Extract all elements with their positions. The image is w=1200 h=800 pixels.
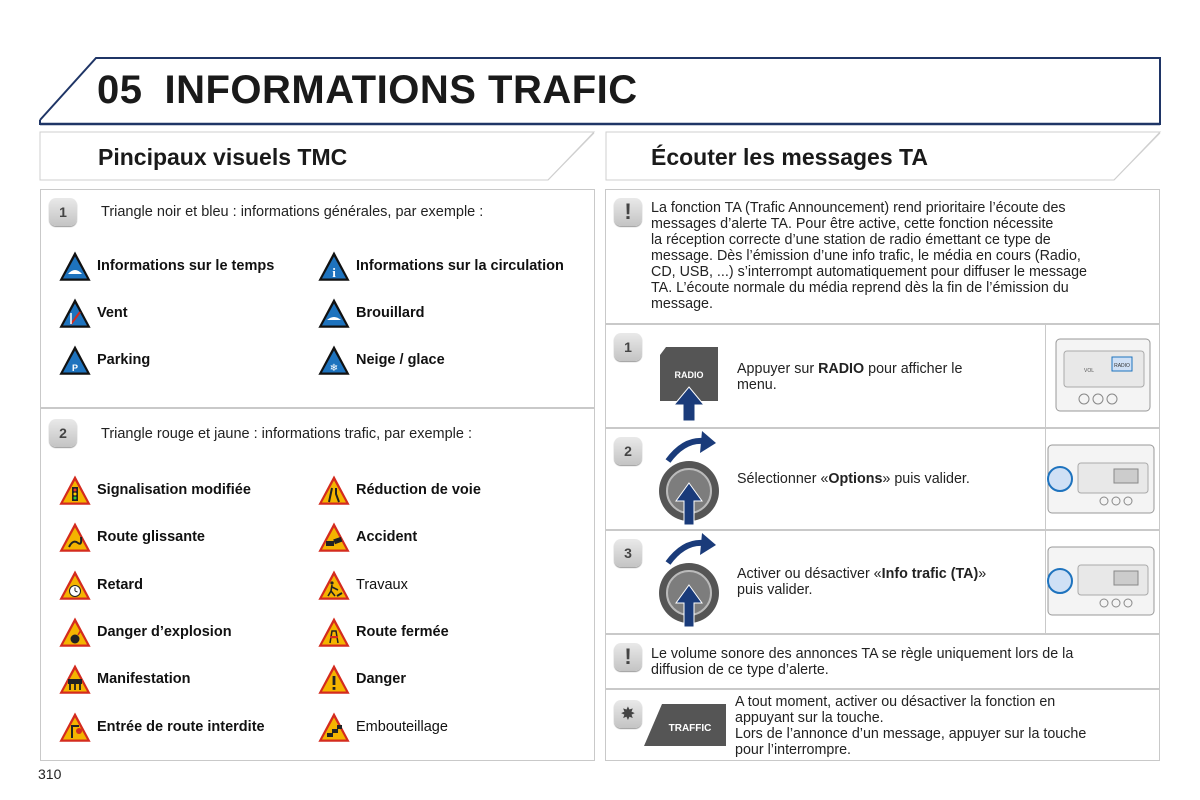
traffic-tip-line: pour l’interrompre.: [735, 742, 852, 758]
sign-label: Parking: [97, 352, 151, 368]
sign-label: Informations sur la circulation: [356, 258, 564, 274]
step-badge: 3: [614, 539, 642, 567]
roadworks-sign-icon: [317, 569, 351, 601]
sign-label: Route fermée: [356, 623, 449, 640]
sign-row: [317, 519, 417, 555]
volume-notice-panel: [605, 634, 1160, 689]
radio-panel-illustration: [1046, 443, 1156, 515]
sign-label: Informations sur le temps: [97, 258, 275, 274]
sign-row: [317, 661, 406, 697]
sign-row: [58, 342, 150, 378]
info-sign-icon: [317, 250, 351, 282]
sign-row: [317, 248, 564, 284]
ta-notice-line: TA. L’écoute normale du média reprend dès la fin de l’émission du: [651, 280, 1069, 296]
sign-label: Brouillard: [356, 305, 425, 321]
sign-row: [317, 295, 424, 331]
ta-notice-line: CD, USB, ...) s’interrompt automatiquement pour diffuser le message: [651, 264, 1087, 280]
warning-icon: !: [614, 643, 642, 671]
chapter-heading: INFORMATIONS TRAFIC: [164, 68, 638, 112]
group1-intro: Triangle noir et bleu : informations générales, par exemple :: [101, 204, 484, 220]
traffic-tip-line: Lors de l’annonce d’un message, appuyer sur la touche: [735, 726, 1087, 742]
sign-label: Travaux: [356, 576, 408, 593]
sign-row: [317, 472, 481, 508]
step3-panel: [605, 530, 1160, 634]
ta-notice-line: message.: [651, 296, 713, 312]
radio-button-icon: [656, 343, 724, 423]
svg-text:RADIO: RADIO: [1114, 363, 1130, 369]
step1-text: Appuyer sur RADIO pour afficher le menu.: [737, 361, 963, 393]
sign-label: Réduction de voie: [356, 482, 481, 498]
accident-sign-icon: [317, 521, 351, 553]
group2-intro: Triangle rouge et jaune : informations trafic, par exemple :: [101, 426, 473, 442]
wind-sign-icon: [58, 297, 92, 329]
traffic-light-sign-icon: [58, 474, 92, 506]
sign-label: Accident: [356, 529, 418, 546]
traffic-tip-line: appuyant sur la touche.: [735, 710, 884, 726]
step-badge: 2: [614, 437, 642, 465]
left-section-title: Pincipaux visuels TMC: [98, 144, 348, 170]
snow-sign-icon: [317, 344, 351, 376]
slippery-road-sign-icon: [58, 521, 92, 553]
step-badge: 1: [614, 333, 642, 361]
sign-label: Embouteillage: [356, 718, 448, 735]
sign-label: Danger: [356, 671, 406, 688]
svg-text:i: i: [332, 265, 336, 280]
warning-icon: !: [614, 198, 642, 226]
weather-sign-icon: [58, 250, 92, 282]
traffic-tip-panel: [605, 689, 1160, 761]
step3-text: Activer ou désactiver «Info trafic (TA)» puis valider.: [737, 566, 987, 598]
radio-button-label: RADIO: [674, 370, 704, 380]
lane-reduction-sign-icon: [317, 474, 351, 506]
chapter-number: 05: [97, 68, 143, 112]
sign-row: [58, 709, 265, 745]
ta-notice-line: la réception correcte d’une station de radio émettant ce type de: [651, 232, 1051, 248]
radio-panel-illustration: [1046, 545, 1156, 617]
radio-panel-illustration: [1054, 337, 1152, 413]
tip-lightbulb-icon: ✸: [614, 700, 642, 728]
sign-row: [317, 342, 445, 378]
demonstration-sign-icon: [58, 663, 92, 695]
step2-text: Sélectionner «Options» puis valider.: [737, 471, 970, 487]
traffic-button-icon: [642, 702, 728, 748]
ta-notice-line: message. Dès l’émission d’une info trafic, le média en cours (Radio,: [651, 248, 1081, 264]
sign-label: Danger d’explosion: [97, 623, 232, 640]
ta-notice-line: La fonction TA (Trafic Announcement) rend prioritaire l’écoute des: [651, 200, 1066, 216]
volume-notice-line: diffusion de ce type d’alerte.: [651, 662, 829, 678]
traffic-jam-sign-icon: [317, 711, 351, 743]
page-number: 310: [38, 766, 62, 782]
sign-row: [58, 519, 205, 555]
road-closed-sign-icon: [317, 616, 351, 648]
sign-label: Retard: [97, 576, 143, 593]
volume-notice-line: Le volume sonore des annonces TA se règle uniquement lors de la: [651, 646, 1074, 662]
right-section-title: Écouter les messages TA: [651, 144, 928, 170]
explosion-sign-icon: [58, 616, 92, 648]
svg-text:P: P: [71, 363, 79, 373]
no-entry-sign-icon: [58, 711, 92, 743]
sign-label: Entrée de route interdite: [97, 718, 265, 735]
traffic-tip-text: [735, 694, 1086, 758]
sign-row: [58, 248, 274, 284]
sign-label: Manifestation: [97, 671, 191, 688]
danger-sign-icon: [317, 663, 351, 695]
sign-label: Route glissante: [97, 529, 205, 546]
sign-row: [58, 661, 190, 697]
sign-row: [317, 567, 408, 603]
sign-label: Vent: [97, 305, 128, 321]
ta-notice-line: messages d’alerte TA. Pour être active, cette fonction nécessite: [651, 216, 1054, 232]
rotary-knob-icon: [654, 431, 726, 531]
fog-sign-icon: [317, 297, 351, 329]
sign-row: [58, 567, 143, 603]
sign-row: [58, 295, 128, 331]
delay-sign-icon: [58, 569, 92, 601]
step-badge: 2: [49, 419, 77, 447]
rotary-knob-icon: [654, 533, 726, 633]
svg-text:❄: ❄: [329, 363, 339, 374]
sign-row: [317, 614, 449, 650]
step2-panel: [605, 428, 1160, 530]
traffic-tip-line: A tout moment, activer ou désactiver la fonction en: [735, 694, 1056, 710]
sign-row: [317, 709, 448, 745]
step1-panel: [605, 324, 1160, 428]
sign-row: [58, 614, 232, 650]
divider: [1045, 325, 1046, 429]
sign-label: Signalisation modifiée: [97, 482, 251, 498]
parking-sign-icon: [58, 344, 92, 376]
sign-label: Neige / glace: [356, 352, 445, 368]
traffic-button-label: TRAFFIC: [668, 723, 712, 734]
sign-row: [58, 472, 251, 508]
svg-text:VOL: VOL: [1084, 368, 1095, 374]
step-badge: 1: [49, 198, 77, 226]
ta-notice-panel: [605, 189, 1160, 324]
ta-notice-text: [651, 200, 1087, 312]
volume-notice-text: [651, 646, 1073, 678]
